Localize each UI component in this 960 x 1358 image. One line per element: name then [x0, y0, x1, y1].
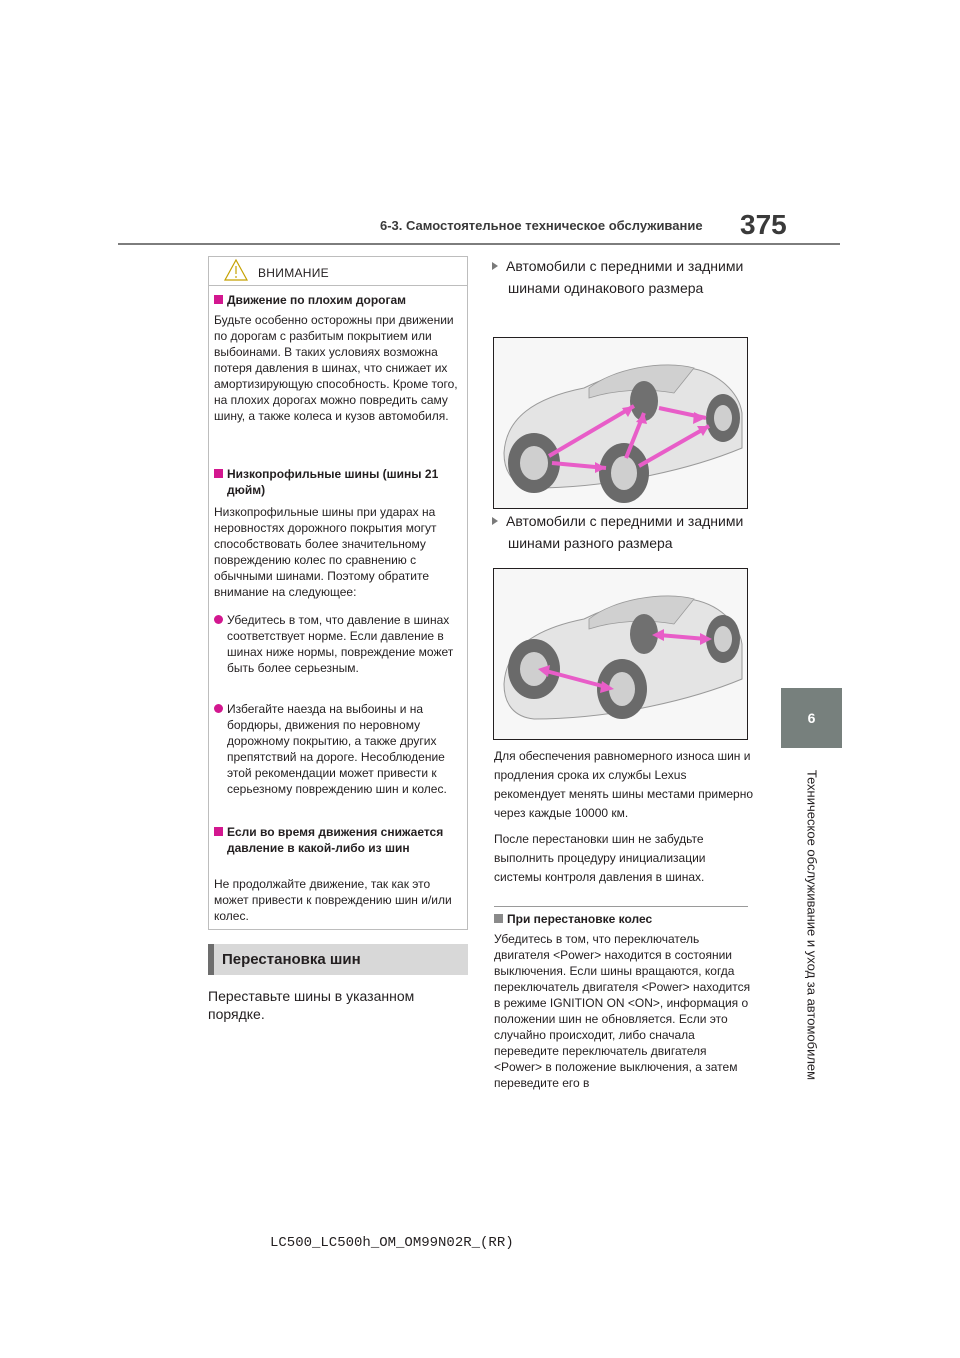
circle-bullet-icon — [214, 704, 223, 713]
chapter-label-text: Техническое обслуживание и уход за автомобилем — [804, 769, 819, 1081]
section-heading: Перестановка шин — [222, 951, 361, 968]
page-number: 375 — [740, 209, 787, 240]
caution-bullet-potholes — [214, 701, 471, 797]
initialization-paragraph: После перестановки шин не забудьте выполнить процедуру инициализации системы контроля давления в шинах. — [494, 832, 706, 884]
caution-heading-rough-roads — [214, 292, 458, 308]
caution-heading-low-profile — [214, 466, 471, 498]
section-heading-accent — [208, 944, 214, 975]
triangle-right-icon — [492, 262, 498, 270]
circle-bullet-icon — [214, 615, 223, 624]
subsection-heading-text: При перестановке колес — [507, 912, 653, 926]
item-same-size — [492, 255, 768, 299]
caution-heading-text: Если во время движения снижается давление в какой-либо из шин — [227, 825, 444, 855]
triangle-right-icon — [492, 517, 498, 525]
caution-bullet-pressure — [214, 612, 471, 676]
square-bullet-icon — [214, 469, 223, 478]
caution-paragraph-rough-roads: Будьте особенно осторожны при движении по дорогам с разбитым покрытием или выбоинами. В таких условиях возможна потеря давления в шинах, что снижает их амортизирующую способность. Кроме того, на плохих дорогах можно повредить саму шину, а также колеса и кузов автомобиля. — [214, 313, 458, 423]
bullet-text: Убедитесь в том, что давление в шинах соответствует норме. Если давление в шинах ниже нормы, повреждение может быть более серьезным. — [227, 613, 454, 675]
caution-heading-text: Низкопрофильные шины (шины 21 дюйм) — [227, 467, 439, 497]
caution-title: ВНИМАНИЕ — [258, 266, 329, 280]
chapter-number: 6 — [807, 710, 816, 726]
chapter-vertical-label — [781, 760, 842, 1090]
caution-heading-text: Движение по плохим дорогам — [227, 293, 407, 307]
warning-triangle-icon — [223, 258, 249, 282]
item-different-size — [492, 510, 768, 554]
header-rule — [118, 243, 840, 245]
square-bullet-icon — [214, 827, 223, 836]
caution-paragraph-pressure-drop: Не продолжайте движение, так как это может привести к повреждению шин и/или колес. — [214, 877, 452, 923]
car-illustration — [494, 569, 748, 740]
chapter-tab — [781, 688, 842, 748]
subsection-heading — [494, 912, 652, 926]
section-title: 6-3. Самостоятельное техническое обслуживание — [380, 218, 703, 233]
item-text: Автомобили с передними и задними шинами одинакового размера — [506, 258, 744, 296]
subsection-body: Убедитесь в том, что переключатель двигателя <Power> находится в состоянии выключения. Если шины вращаются, когда переключатель двигателя <Power> находится в режиме IGNITION ON <ON>, информация о положении шин не обновляется. Если это случайно происходит, либо сначала переведите переключатель двигателя <Power> в положение выключения, а затем переведите его в — [494, 932, 751, 1090]
square-bullet-icon — [214, 295, 223, 304]
rotation-paragraph: Для обеспечения равномерного износа шин и продления срока их службы Lexus рекомендует менять шины местами примерно через каждые 10000 км. — [494, 749, 753, 820]
figure-same-size-rotation — [493, 337, 748, 509]
figure-different-size-rotation — [493, 568, 748, 740]
bullet-text: Избегайте наезда на выбоины и на бордюры, движения по неровному дорожному покрытию, а также других препятствий на дороге. Несоблюдение этой рекомендации может привести к серьезному повреждению шин и колес. — [227, 702, 447, 796]
footer-code: LC500_LC500h_OM_OM99N02R_(RR) — [270, 1235, 514, 1251]
caution-paragraph-low-profile: Низкопрофильные шины при ударах на неровностях дорожного покрытия могут способствовать более значительному повреждению колес по сравнению с обычными шинами. Поэтому обратите внимание на следующее: — [214, 505, 437, 599]
section-intro: Переставьте шины в указанном порядке. — [208, 988, 415, 1022]
square-bullet-icon — [494, 914, 503, 923]
caution-heading-pressure-drop — [214, 824, 471, 856]
car-illustration — [494, 338, 748, 509]
item-text: Автомобили с передними и задними шинами разного размера — [506, 513, 744, 551]
subsection-rule — [494, 906, 748, 907]
